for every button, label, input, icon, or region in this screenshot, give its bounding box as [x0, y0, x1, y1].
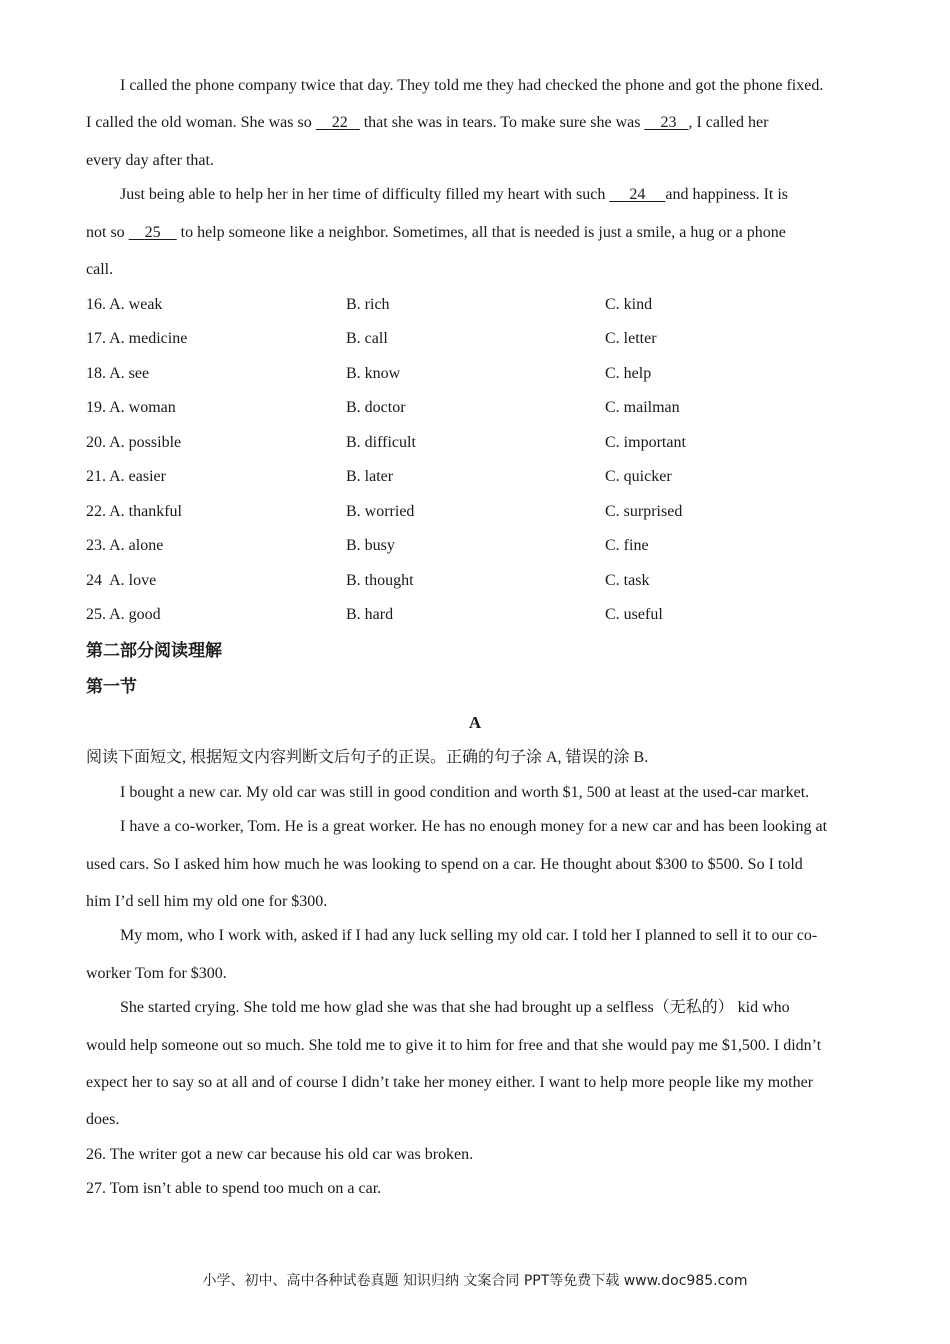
option-c: C. important: [605, 434, 686, 451]
option-c: C. help: [605, 365, 652, 382]
option-c: C. fine: [605, 537, 649, 554]
passage-line: I have a co-worker, Tom. He is a great worker. He has no enough money for a new car and has been looking at: [120, 818, 828, 835]
passage-line: She started crying. She told me how glad she was that she had brought up a selfless（无私的） kid who: [120, 999, 790, 1016]
blank-23: 23: [660, 114, 677, 131]
passage-line: My mom, who I work with, asked if I had any luck selling my old car. I told her I planned to sell it to our co-: [120, 927, 818, 944]
option-b: B. know: [346, 365, 401, 382]
passage-line: does.: [86, 1111, 120, 1128]
option-a: 19. A. woman: [86, 399, 176, 416]
passage-line: [86, 223, 786, 243]
blank-24: 24: [629, 186, 646, 203]
option-a: 22. A. thankful: [86, 503, 182, 520]
option-a: 16. A. weak: [86, 296, 163, 313]
option-c: C. quicker: [605, 468, 672, 485]
option-b: B. later: [346, 468, 394, 485]
passage-line: expect her to say so at all and of course I didn’t take her money either. I want to help more people like my mother: [86, 1074, 814, 1091]
text-segment: Just being able to help her in her time of difficulty filled my heart with such: [120, 186, 610, 203]
option-c: C. kind: [605, 296, 653, 313]
part-title: 第二部分阅读理解: [86, 641, 222, 661]
option-a: 17. A. medicine: [86, 330, 188, 347]
question-27: 27. Tom isn’t able to spend too much on a car.: [86, 1180, 382, 1197]
page-footer: 小学、初中、高中各种试卷真题 知识归纳 文案合同 PPT等免费下载 www.doc985.com: [202, 1273, 748, 1289]
text-segment: to help someone like a neighbor. Sometimes, all that is needed is just a smile, a hug or a phone: [176, 224, 786, 241]
option-c: C. task: [605, 572, 650, 589]
subsection-title: 第一节: [86, 677, 137, 697]
option-c: C. surprised: [605, 503, 683, 520]
option-a: 20. A. possible: [86, 434, 182, 451]
passage-line: I bought a new car. My old car was still in good condition and worth $1, 500 at least at the used-car market.: [120, 784, 810, 801]
text-segment: that she was in tears. To make sure she was: [359, 114, 645, 131]
option-b: B. hard: [346, 606, 394, 623]
option-c: C. letter: [605, 330, 657, 347]
passage-line: used cars. So I asked him how much he was looking to spend on a car. He thought about $300 to $500. So I told: [86, 856, 803, 873]
option-b: B. doctor: [346, 399, 406, 416]
passage-line: every day after that.: [86, 152, 214, 169]
option-b: B. rich: [346, 296, 390, 313]
option-b: B. worried: [346, 503, 415, 520]
blank-25: 25: [144, 224, 161, 241]
option-c: C. mailman: [605, 399, 680, 416]
option-b: B. difficult: [346, 434, 416, 451]
option-b: B. call: [346, 330, 388, 347]
blank-22: 22: [331, 114, 348, 131]
passage-line: [120, 185, 788, 205]
text-segment: not so: [86, 224, 129, 241]
passage-line: worker Tom for $300.: [86, 965, 227, 982]
passage-letter: A: [468, 713, 482, 732]
question-26: 26. The writer got a new car because his old car was broken.: [86, 1146, 474, 1163]
passage-line: call.: [86, 261, 114, 278]
text-segment: , I called her: [688, 114, 769, 131]
option-a: 25. A. good: [86, 606, 161, 623]
option-a: 18. A. see: [86, 365, 150, 382]
passage-line: would help someone out so much. She told me to give it to him for free and that she would pay me $1,500. I didn’t: [86, 1037, 822, 1054]
passage-line: him I’d sell him my old one for $300.: [86, 893, 328, 910]
instruction: 阅读下面短文, 根据短文内容判断文后句子的正误。正确的句子涂 A, 错误的涂 B.: [86, 749, 649, 766]
option-a: 23. A. alone: [86, 537, 164, 554]
passage-line: I called the phone company twice that day. They told me they had checked the phone and got the phone fixed.: [120, 77, 824, 94]
option-b: B. thought: [346, 572, 414, 589]
option-b: B. busy: [346, 537, 395, 554]
text-segment: I called the old woman. She was so: [86, 114, 316, 131]
option-c: C. useful: [605, 606, 663, 623]
option-a: 21. A. easier: [86, 468, 166, 485]
passage-line: [86, 113, 768, 133]
text-segment: and happiness. It is: [665, 186, 789, 203]
option-a: 24 A. love: [86, 572, 157, 589]
